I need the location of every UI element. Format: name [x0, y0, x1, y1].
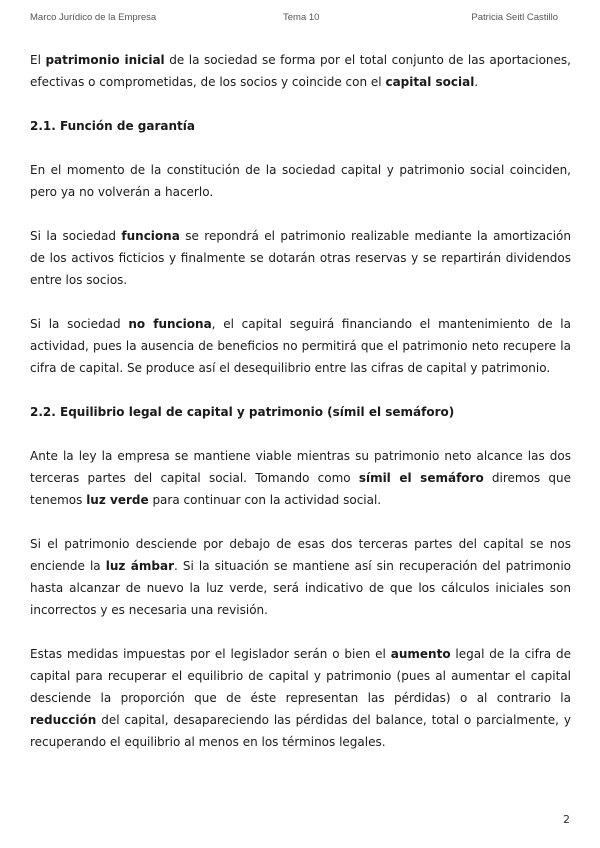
page-number: 2 [563, 813, 570, 826]
text-run: Si la sociedad [30, 229, 122, 243]
paragraph-luz-ambar [30, 533, 571, 621]
text-run: diremos que tenemos [30, 471, 572, 507]
text-run: Si el patrimonio desciende por debajo de esas dos terceras partes del capital se nos enciende la [30, 537, 571, 573]
section-heading-2-2: 2.2. Equilibrio legal de capital y patrimonio (símil el semáforo) [30, 405, 455, 419]
text-run: del capital, desapareciendo las pérdidas del balance, total o parcialmente, y recuperando el equilibrio al menos en los términos legales. [30, 713, 571, 749]
bold-term: no funciona [128, 317, 212, 331]
bold-term: patrimonio inicial [45, 53, 165, 67]
bold-term: luz verde [86, 493, 149, 507]
paragraph-funciona [30, 225, 571, 291]
text-run: . Si la situación se mantiene así sin recuperación del patrimonio hasta alcanzar de nuevo la luz verde, será indicativo de que los cálculos iniciales son incorrectos y es necesaria una revisión. [30, 559, 572, 617]
paragraph-luz-verde [30, 445, 571, 511]
page-header [30, 12, 558, 28]
text-run: para continuar con la actividad social. [148, 493, 382, 507]
text-run: Ante la ley la empresa se mantiene viable mientras su patrimonio neto alcance las dos terceras partes del capital social. Tomando como [30, 449, 571, 485]
bold-term: símil el semáforo [358, 471, 484, 485]
text-run: El [30, 53, 46, 67]
bold-term: funciona [121, 229, 180, 243]
header-author: Patricia Seitl Castillo [471, 12, 558, 23]
header-subject: Marco Jurídico de la Empresa [30, 12, 157, 23]
text-run: . [474, 75, 479, 89]
text-run: se repondrá el patrimonio realizable mediante la amortización de los activos ficticios y finalmente se dotarán otras reservas y se repartirán dividendos entre los socios. [30, 229, 571, 287]
text-run: legal de la cifra de capital para recuperar el equilibrio de capital y patrimonio (pues al aumentar el capital desciende la proporción que de éste representan las pérdidas) o al contrario la [30, 647, 571, 705]
paragraph-no-funciona [30, 313, 571, 379]
text-run: , el capital seguirá financiando el mantenimiento de la actividad, pues la ausencia de beneficios no permitirá que el patrimonio neto recupere la cifra de capital. Se produce así el desequilibrio entre las cifras de capital y patrimonio. [30, 317, 571, 375]
paragraph-constitucion: En el momento de la constitución de la sociedad capital y patrimonio social coinciden, pero ya no volverán a hacerlo. [30, 163, 571, 199]
header-topic: Tema 10 [283, 12, 320, 23]
document-body [30, 49, 571, 753]
paragraph-patrimonio-inicial [30, 49, 571, 93]
text-run: Si la sociedad [30, 317, 129, 331]
text-run: de la sociedad se forma por el total conjunto de las aportaciones, efectivas o comprometidas, de los socios y coincide con el [30, 53, 571, 89]
section-heading-2-1: 2.1. Función de garantía [30, 119, 195, 133]
text-run: Estas medidas impuestas por el legislador serán o bien el [30, 647, 391, 661]
bold-term: reducción [30, 713, 97, 727]
paragraph-medidas [30, 643, 571, 753]
bold-term: capital social [385, 75, 475, 89]
bold-term: luz ámbar [105, 559, 174, 573]
bold-term: aumento [390, 647, 451, 661]
